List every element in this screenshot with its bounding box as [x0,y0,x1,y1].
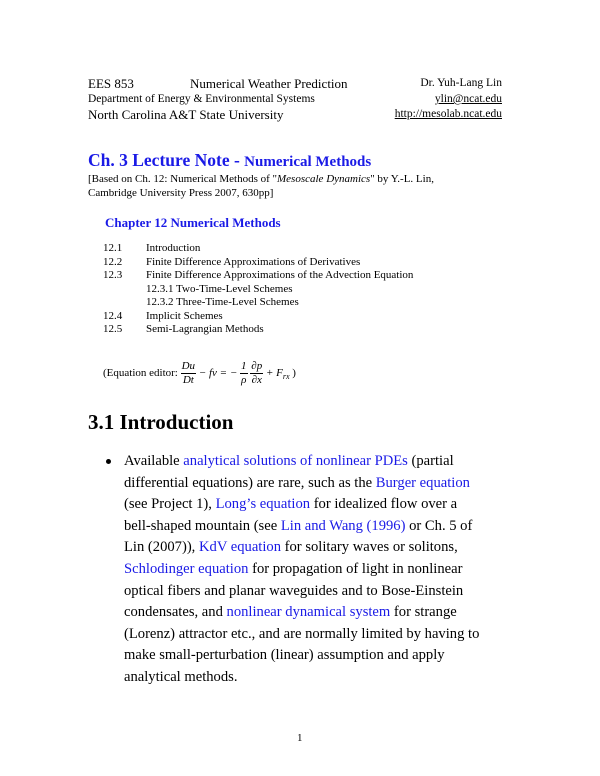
chapter-reference [88,172,508,200]
equation-prefix: (Equation editor: [103,367,181,380]
equation-plus-f: + F [263,367,283,380]
page-number: 1 [297,732,303,744]
link-analytical-solutions[interactable]: analytical solutions of nonlinear PDEs [183,453,408,469]
equation-minus-fv: − fv = − [196,367,238,380]
link-longs-equation[interactable]: Long’s equation [215,496,311,513]
toc-item[interactable]: 12.4 Implicit Schemes [103,309,223,322]
email-link[interactable]: ylin@ncat.edu [434,93,502,105]
bullet-icon [106,459,111,464]
toc-item[interactable]: 12.3 Finite Difference Approximations of the Advection Equation [103,269,414,281]
equation-subscript: rx [282,372,290,382]
department-name: Department of Energy & Environmental Systems [88,93,315,105]
link-lin-wang[interactable]: Lin and Wang (1996) [280,517,406,534]
link-schlodinger-equation[interactable]: Schlodinger equation [124,560,249,577]
introduction-paragraph: Available analytical solutions of nonlinear PDEs (partial differential equations) are rare, such as the Burger equation (see Project 1), Long’s equation for idealized flow over a bell-shaped mountain (see Lin and Wang (1996) or Ch. 5 of Lin (2007)), KdV equation for solitary waves or solitons, Schlodinger equation for propagation of light in nonlinear optical fibers and planar waveguides and to Bose-Einstein condensates, and nonlinear dynamical system for strange (Lorenz) attractor etc., and are normally limited by having to make small-perturbation (linear) assumption and apply analytical methods. [124,453,480,685]
course-code: EES 853 [88,76,134,91]
instructor-name: Dr. Yuh-Lang Lin [420,77,502,89]
toc-item[interactable]: 12.1 Introduction [103,242,201,254]
toc-item[interactable]: 12.5 Semi-Lagrangian Methods [103,323,264,335]
link-kdv-equation[interactable]: KdV equation [198,539,281,556]
chapter-title-sub: Numerical Methods [244,154,372,170]
reference-line-1: [Based on Ch. 12: Numerical Methods of "Mesoscale Dynamics" by Y.-L. Lin, [88,173,434,185]
fraction-dp-dx: $\frac{\partial p}{\partial x}$ [251,360,263,386]
website-link[interactable]: http://mesolab.ncat.edu [394,108,502,120]
toc-subitem[interactable]: 12.3.1 Two-Time-Level Schemes [146,282,293,295]
toc-subitem[interactable]: 12.3.2 Three-Time-Level Schemes [146,296,299,308]
book-title: Mesoscale Dynamics [277,173,371,185]
university-name: North Carolina A&T State University [88,107,284,122]
fraction-du-dt: $\frac{Du}{Dt}$ [181,360,196,386]
chapter-title-main: Ch. 3 Lecture Note - [88,150,245,170]
link-burger-equation[interactable]: Burger equation [375,474,470,491]
chapter-title [88,150,371,171]
course-title: Numerical Weather Prediction [190,76,348,91]
link-nonlinear-dynamical-system[interactable]: nonlinear dynamical system [226,604,391,621]
toc-item[interactable]: 12.2 Finite Difference Approximations of Derivatives [103,255,361,268]
equation-suffix: ) [289,367,296,380]
toc-list [103,242,483,342]
equation-line [103,360,296,387]
toc-heading: Chapter 12 Numerical Methods [105,215,281,230]
reference-line-2: Cambridge University Press 2007, 630pp] [88,187,274,199]
fraction-one-rho: $\frac{1}{\rho}$ [241,360,247,386]
section-heading: 3.1 Introduction [88,410,234,434]
